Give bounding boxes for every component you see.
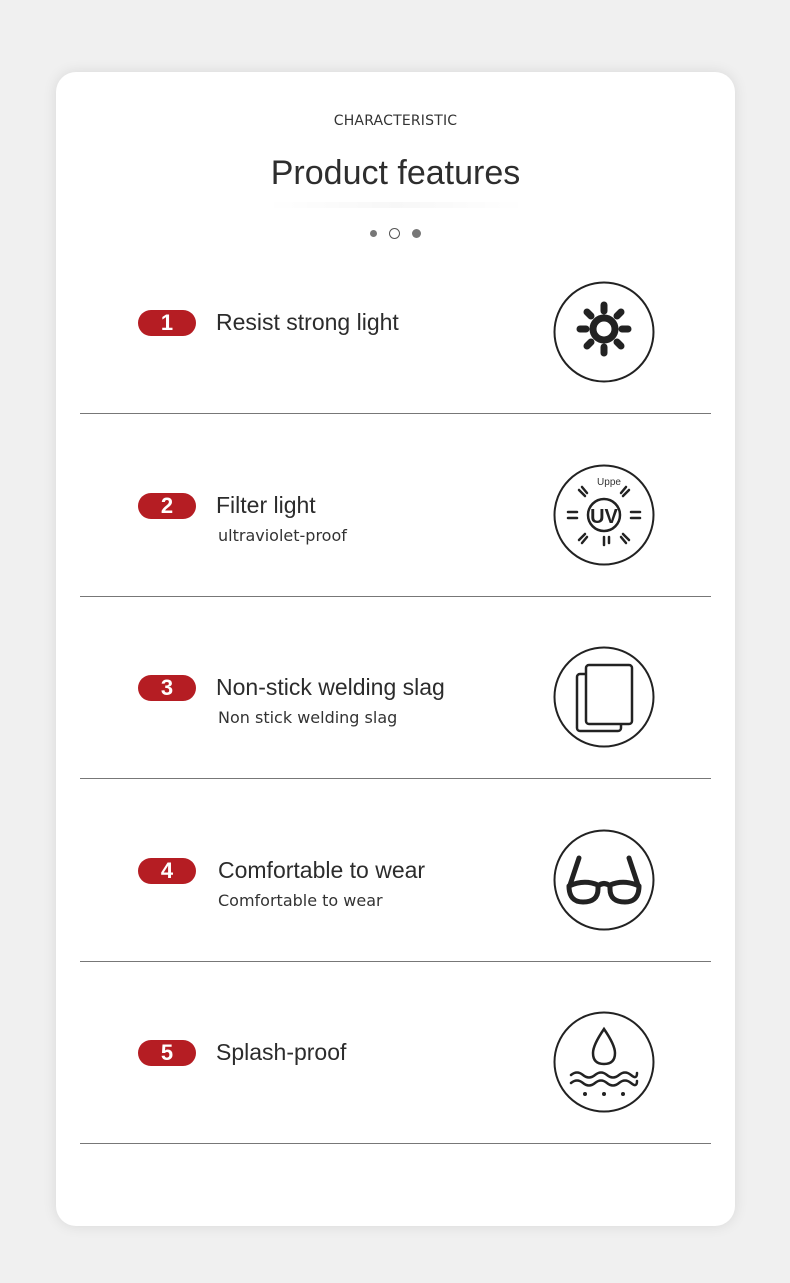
feature-subtitle: ultraviolet-proof: [218, 526, 347, 545]
features-card: [56, 72, 735, 1226]
feature-number-badge: 1: [138, 310, 196, 336]
feature-title: Comfortable to wear: [218, 857, 426, 883]
title-underline-shadow: [266, 202, 526, 208]
feature-row-4: [80, 779, 711, 962]
uv-sun-icon: [553, 464, 655, 566]
water-drop-icon: [553, 1011, 655, 1113]
sun-icon: [553, 281, 655, 383]
layers-icon: [553, 646, 655, 748]
page-title: Product features: [270, 154, 521, 192]
feature-number-badge: 4: [138, 858, 196, 884]
feature-row-2: [80, 414, 711, 597]
feature-row-1: [80, 231, 711, 414]
glasses-icon: [553, 829, 655, 931]
feature-title: Resist strong light: [216, 309, 399, 335]
feature-row-5: [80, 961, 711, 1144]
feature-title: Non-stick welding slag: [216, 674, 445, 700]
uv-icon-top-text: Uppe: [597, 477, 621, 488]
feature-title: Splash-proof: [216, 1039, 347, 1065]
feature-number-badge: 3: [138, 675, 196, 701]
feature-subtitle: Comfortable to wear: [218, 891, 383, 910]
uv-icon-center-text: UV: [590, 506, 618, 528]
section-eyebrow: CHARACTERISTIC: [333, 113, 458, 129]
feature-title: Filter light: [216, 492, 316, 518]
feature-number-badge: 2: [138, 493, 196, 519]
feature-number-badge: 5: [138, 1040, 196, 1066]
feature-row-3: [80, 596, 711, 779]
feature-subtitle: Non stick welding slag: [218, 708, 398, 727]
